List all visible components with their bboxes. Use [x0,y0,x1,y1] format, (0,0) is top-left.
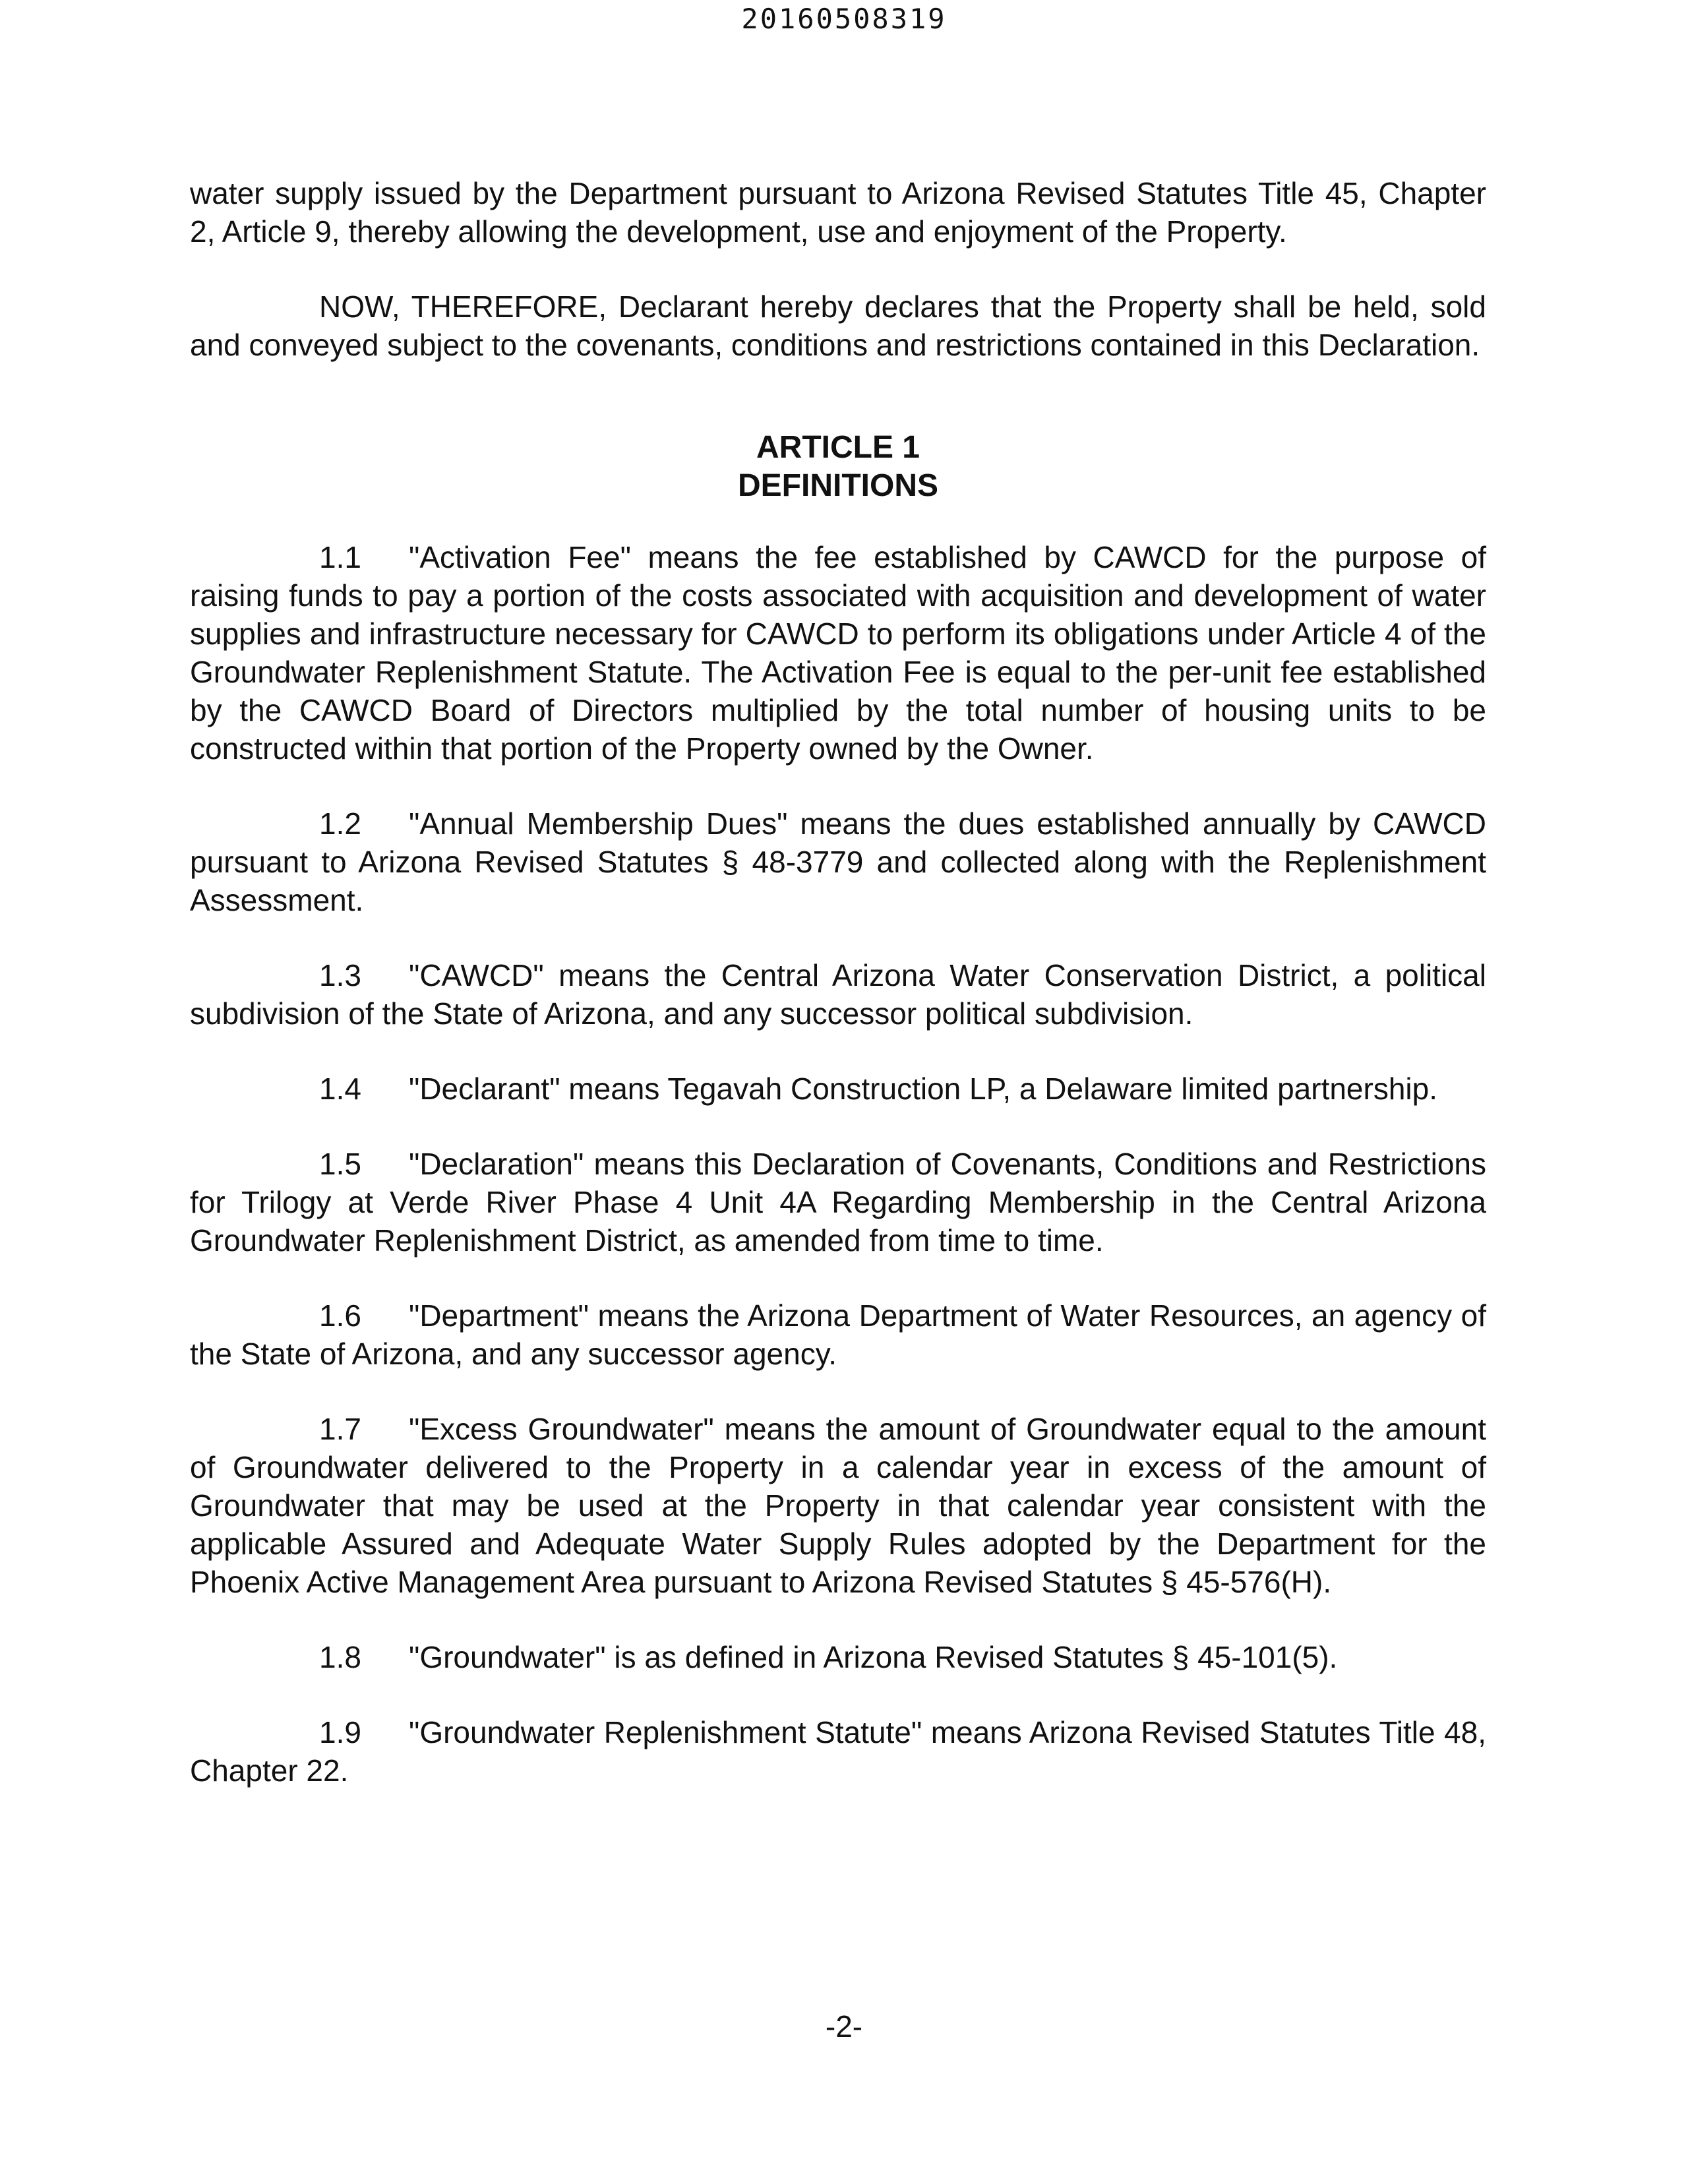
page-body [190,174,1486,1790]
definition-number: 1.4 [319,1072,361,1106]
definition-1-3 [190,956,1486,1033]
definition-number: 1.5 [319,1147,361,1181]
definition-number: 1.3 [319,958,361,992]
definition-text: "Declaration" means this Declaration of Covenants, Conditions and Restrictions for Trilogy at Verde River Phase 4 Unit 4A Regarding Membership in the Central Arizona Groundwater Replenishment District, as amended from time to time. [190,1147,1486,1258]
definition-text: "Groundwater Replenishment Statute" means Arizona Revised Statutes Title 48, Chapter 22. [190,1715,1486,1788]
definition-number: 1.2 [319,806,361,841]
definition-1-5 [190,1145,1486,1259]
definition-text: "Groundwater" is as defined in Arizona Revised Statutes § 45-101(5). [409,1640,1338,1674]
definition-number: 1.7 [319,1412,361,1446]
definition-text: "Declarant" means Tegavah Construction LP, a Delaware limited partnership. [409,1072,1438,1106]
definition-text: "Annual Membership Dues" means the dues established annually by CAWCD pursuant to Arizona Revised Statutes § 48-3779 and collected along with the Replenishment Assessment. [190,806,1486,917]
definition-1-4 [190,1070,1486,1108]
definition-1-7 [190,1410,1486,1601]
definition-text: "CAWCD" means the Central Arizona Water Conservation District, a political subdivision of the State of Arizona, and any successor political subdivision. [190,958,1486,1031]
definition-text: "Activation Fee" means the fee established by CAWCD for the purpose of raising funds to pay a portion of the costs associated with acquisition and development of water supplies and infrastructure necessary for CAWCD to perform its obligations under Article 4 of the Groundwater Replenishment Statute. The Activation Fee is equal to the per-unit fee established by the CAWCD Board of Directors multiplied by the total number of housing units to be constructed within that portion of the Property owned by the Owner. [190,540,1486,766]
definition-number: 1.1 [319,540,361,574]
definition-text: "Department" means the Arizona Department of Water Resources, an agency of the State of Arizona, and any successor agency. [190,1298,1486,1371]
definition-text: "Excess Groundwater" means the amount of Groundwater equal to the amount of Groundwater delivered to the Property in a calendar year in excess of the amount of Groundwater that may be used at the Property in that calendar year consistent with the applicable Assured and Adequate Water Supply Rules adopted by the Department for the Phoenix Active Management Area pursuant to Arizona Revised Statutes § 45-576(H). [190,1412,1486,1599]
document-number: 20160508319 [741,3,947,35]
article-title: ARTICLE 1 [756,430,920,465]
declaration-clause: NOW, THEREFORE, Declarant hereby declares that the Property shall be held, sold and conveyed subject to the covenants, conditions and restrictions contained in this Declaration. [190,289,1486,362]
page-number: -2- [825,2009,863,2044]
article-subtitle: DEFINITIONS [737,468,938,503]
definition-number: 1.6 [319,1298,361,1333]
definition-1-1 [190,538,1486,768]
definition-1-9 [190,1713,1486,1790]
definition-number: 1.8 [319,1640,361,1674]
definition-1-8 [190,1638,1486,1676]
definition-1-6 [190,1296,1486,1373]
definition-1-2 [190,804,1486,919]
definition-number: 1.9 [319,1715,361,1749]
intro-continuation: water supply issued by the Department pursuant to Arizona Revised Statutes Title 45, Chapter 2, Article 9, thereby allowing the development, use and enjoyment of the Property. [190,176,1486,249]
article-heading [190,429,1486,505]
